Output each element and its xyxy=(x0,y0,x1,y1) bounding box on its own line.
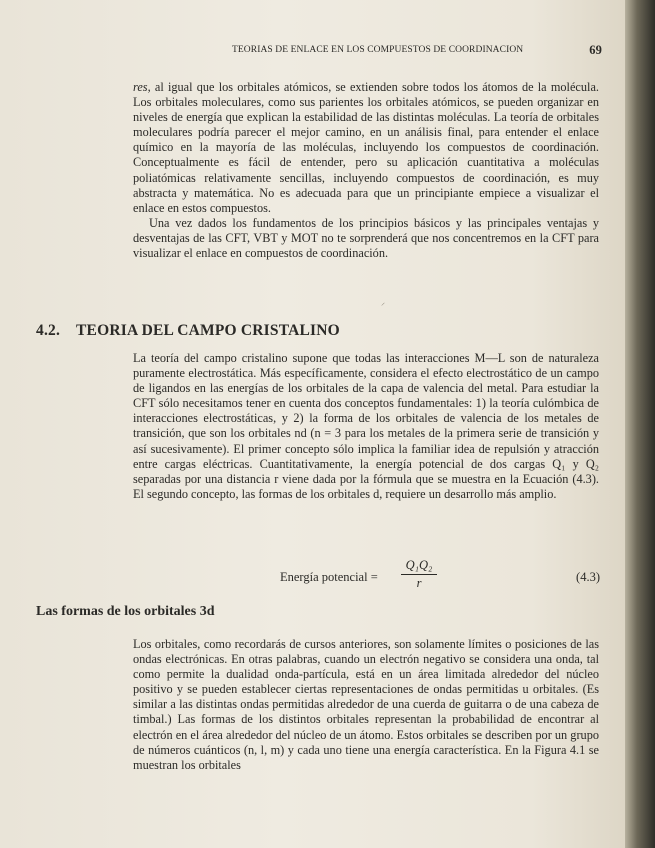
section-text xyxy=(133,351,599,502)
running-head-title: TEORIAS DE ENLACE EN LOS COMPUESTOS DE COORDINACION xyxy=(232,45,524,55)
equation-fraction xyxy=(399,558,439,591)
fraction-bar xyxy=(401,574,437,575)
section-paragraph: La teoría del campo cristalino supone que todas las interacciones M—L son de naturaleza puramente electrostática. Más específicamente, considera el efecto electrostático de un campo de ligandos en las energías de los orbitales de la capa de valencia del metal. Para estudiar la CFT sólo necesitamos tener en cuenta dos conceptos fundamentales: 1) la teoría culómbica de interacciones electrostáticas, y 2) la forma de los orbitales de valencia de los metales de transición, que son los orbitales nd (n = 3 para los metales de la primera serie de transición y así sucesivamente). El primer concepto sólo implica la familiar idea de repulsión y atracción entre cargas eléctricas. Cuantitativamente, la energía potencial de dos cargas Q₁ y Q₂ separadas por una distancia r viene dada por la fórmula que se muestra en la Ecuación (4.3). El segundo concepto, las formas de los orbitales d, requiere un desarrollo más amplio. xyxy=(133,351,599,501)
subsection-text xyxy=(133,637,599,773)
subsection-heading: Las formas de los orbitales 3d xyxy=(36,604,215,619)
intro-paragraph-1 xyxy=(133,80,599,216)
equation-number: (4.3) xyxy=(576,570,600,584)
subsection-paragraph: Los orbitales, como recordarás de cursos anteriores, son solamente límites o posiciones de las ondas electrónicas. En otras palabras, cuando un electrón negativo se considera una onda, tal como permite la dualidad onda-partícula, está en un área limitada alrededor del núcleo positivo y se pueden establecer ciertas representaciones de ondas permitidas u orbitales. (Es similar a las distintas ondas permitidas alrededor de una cuerda de guitarra o de una cabeza de timbal.) Las formas de los distintos orbitales representan la probabilidad de encontrar al electrón en el área alrededor del núcleo de un átomo. Estos orbitales se describen por un grupo de números cuánticos (n, l, m) y cada uno tiene una energía característica. En la Figura 4.1 se muestran los orbitales xyxy=(133,637,599,772)
intro-text xyxy=(133,80,599,261)
section-title: TEORIA DEL CAMPO CRISTALINO xyxy=(76,322,340,339)
equation-numerator: Q₁Q₂ xyxy=(405,558,433,572)
intro-paragraph-1-body: al igual que los orbitales atómicos, se extienden sobre todos los átomos de la molécula. Los orbitales moleculares, como sus parientes los orbitales atómicos, se pueden organizar en niveles de energía que explican la estabilidad de las distintas moléculas. La teoría de orbitales moleculares podría parecer el mejor camino, en un análisis final, para entender el enlace químico en la mayoría de las moléculas, incluyendo los compuestos de coordinación. Conceptualmente es fácil de entender, pero su aplicación cuantitativa a moléculas poliatómicas relativamente sencillas, incluyendo compuestos de coordinación, es muy abstracta y matemática. No es adecuada para que un principiante empiece a visualizar el enlace en estos compuestos. xyxy=(133,80,599,215)
page-gutter-shadow xyxy=(625,0,655,848)
running-head xyxy=(232,45,602,55)
section-number: 4.2. xyxy=(36,322,61,339)
intro-lead-word: res, xyxy=(133,80,151,94)
equation-4-3 xyxy=(280,558,600,604)
page-number: 69 xyxy=(589,43,602,57)
intro-paragraph-2: Una vez dados los fundamentos de los principios básicos y las principales ventajas y desventajas de las CFT, VBT y MOT no te sorprenderá que nos concentremos en la CFT para visualizar el enlace en compuestos de coordinación. xyxy=(133,215,599,261)
print-speck: ⸝ xyxy=(381,298,385,307)
section-heading xyxy=(36,322,340,340)
equation-lhs: Energía potencial = xyxy=(280,570,378,584)
equation-denominator: r xyxy=(416,576,422,590)
